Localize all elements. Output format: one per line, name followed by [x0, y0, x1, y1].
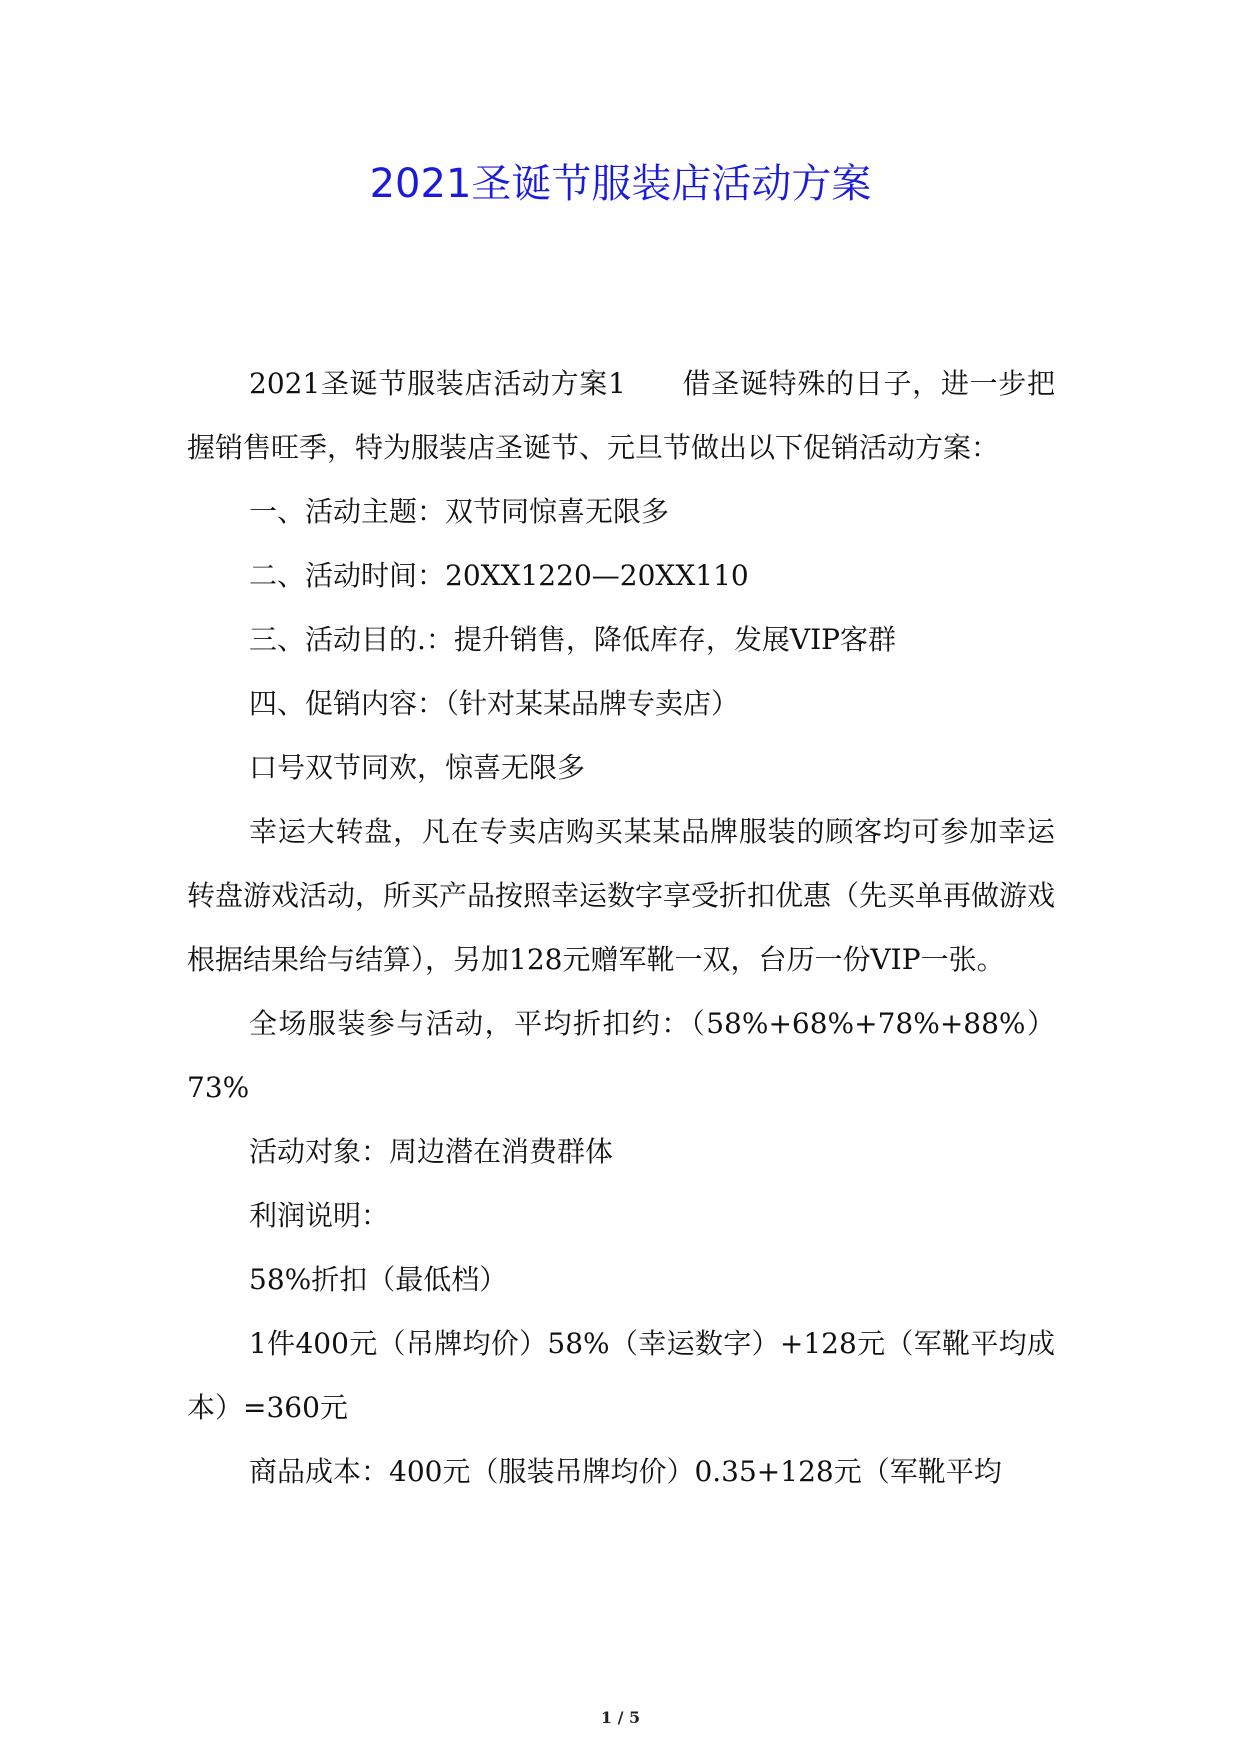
page-number: 1 / 5	[600, 1708, 641, 1727]
paragraph-promotion: 四、促销内容：（针对某某品牌专卖店）	[249, 687, 740, 720]
paragraph-time: 二、活动时间：20XX1220—20XX110	[249, 559, 749, 592]
paragraph-cost: 商品成本：400元（服装吊牌均价）0.35+128元（军靴平均	[249, 1455, 1002, 1488]
paragraph-discount: 全场服装参与活动，平均折扣约：（58%+68%+78%+88%）73%	[187, 1007, 1055, 1104]
intro-text: 借圣诞特殊的日子，进一步把握销售旺季，特为服装店圣诞节、元旦节做出以下促销活动方案：	[187, 367, 1055, 464]
intro-paragraph	[187, 352, 1055, 480]
paragraph-slogan: 口号双节同欢，惊喜无限多	[249, 751, 586, 784]
paragraph-theme: 一、活动主题：双节同惊喜无限多	[249, 495, 670, 528]
paragraph-profit-heading: 利润说明：	[249, 1199, 390, 1232]
intro-heading: 2021圣诞节服装店活动方案1	[249, 367, 626, 400]
paragraph-purpose: 三、活动目的.：提升销售，降低库存，发展VIP客群	[249, 623, 897, 656]
paragraph-target: 活动对象：周边潜在消费群体	[249, 1135, 614, 1168]
paragraph-calculation: 1件400元（吊牌均价）58%（幸运数字）+128元（军靴平均成本）=360元	[187, 1327, 1055, 1424]
paragraph-lucky-wheel: 幸运大转盘，凡在专卖店购买某某品牌服装的顾客均可参加幸运转盘游戏活动，所买产品按照幸运数字享受折扣优惠（先买单再做游戏根据结果给与结算），另加128元赠军靴一双，台历一份VIP一张。	[187, 815, 1056, 976]
document-body	[187, 352, 1055, 1504]
paragraph-lowest-discount: 58%折扣（最低档）	[249, 1263, 508, 1296]
document-title: 2021圣诞节服装店活动方案	[369, 161, 872, 207]
